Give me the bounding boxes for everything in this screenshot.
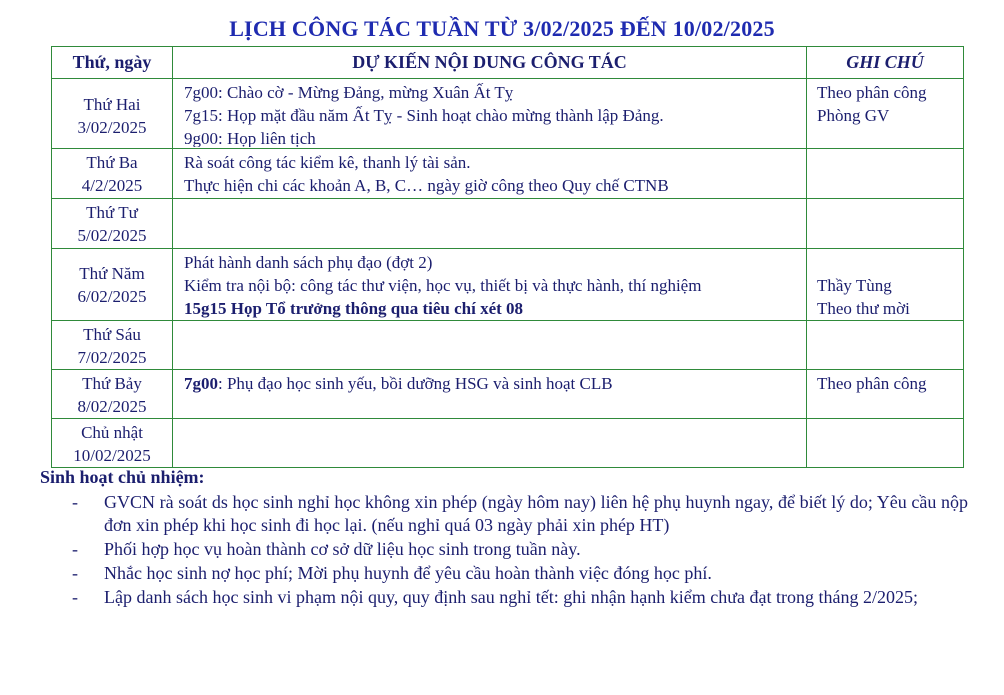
content-line: 9g00: Họp liên tịch	[184, 129, 316, 147]
table-row	[52, 79, 964, 149]
note-line: Theo thư mời	[817, 299, 910, 318]
page-title: LỊCH CÔNG TÁC TUẦN TỪ 3/02/2025 ĐẾN 10/02/2025	[229, 16, 775, 41]
day-name: Thứ Năm	[79, 264, 145, 283]
header-content: DỰ KIẾN NỘI DUNG CÔNG TÁC	[173, 47, 807, 79]
day-name: Thứ Tư	[86, 203, 138, 222]
section-title: Sinh hoạt chủ nhiệm:	[40, 467, 205, 487]
note-line: Phòng GV	[817, 106, 890, 125]
bullet-dash: -	[72, 563, 78, 583]
note-line: Theo phân công	[817, 374, 927, 393]
day-name: Chủ nhật	[81, 423, 143, 442]
list-item: - GVCN rà soát ds học sinh nghỉ học không xin phép (ngày hôm nay) liên hệ phụ huynh ngay, để biết lý do; Yêu cầu nộp đơn xin phép khi học sinh đi học lại. (nếu nghỉ quá 03 ngày phải xin phép HT)	[72, 492, 968, 535]
header-day: Thứ, ngày	[52, 47, 173, 79]
content-line: Thực hiện chi các khoản A, B, C… ngày giờ công theo Quy chế CTNB	[184, 176, 669, 195]
content-line: Phát hành danh sách phụ đạo (đợt 2)	[184, 253, 433, 272]
content-line: 7g15: Họp mặt đầu năm Ất Tỵ - Sinh hoạt chào mừng thành lập Đảng.	[184, 106, 664, 125]
day-name: Thứ Hai	[83, 95, 141, 114]
content-line: Rà soát công tác kiểm kê, thanh lý tài sản.	[184, 153, 471, 172]
day-name: Thứ Sáu	[83, 325, 141, 344]
bullet-dash: -	[72, 539, 78, 559]
bullet-dash: -	[72, 492, 78, 512]
note-line: Theo phân công	[817, 83, 927, 102]
day-date: 3/02/2025	[77, 118, 147, 137]
header-note: GHI CHÚ	[807, 47, 964, 79]
content-line: : Phụ đạo học sinh yếu, bồi dưỡng HSG và sinh hoạt CLB	[218, 374, 613, 393]
table-row	[52, 249, 964, 321]
day-date: 5/02/2025	[77, 226, 147, 245]
list-item: - Phối hợp học vụ hoàn thành cơ sở dữ liệu học sinh trong tuần này.	[72, 539, 581, 559]
time-label: 7g00	[184, 374, 218, 393]
list-item: - Lập danh sách học sinh vi phạm nội quy, quy định sau nghỉ tết: ghi nhận hạnh kiểm chưa đạt trong tháng 2/2025;	[72, 587, 918, 607]
table-row	[52, 419, 964, 468]
table-header-row	[52, 47, 964, 79]
content-line: Kiểm tra nội bộ: công tác thư viện, học vụ, thiết bị và thực hành, thí nghiệm	[184, 276, 702, 295]
day-name: Thứ Ba	[86, 153, 138, 172]
day-date: 4/2/2025	[81, 176, 143, 195]
day-name: Thứ Bảy	[82, 374, 142, 393]
content-line: 15g15 Họp Tổ trưởng thông qua tiêu chí xét 08	[184, 299, 524, 318]
day-date: 6/02/2025	[77, 287, 147, 306]
table-row	[52, 199, 964, 249]
note-line: Thầy Tùng	[817, 276, 892, 295]
content-line: 7g00: Chào cờ - Mừng Đảng, mừng Xuân Ất Tỵ	[184, 83, 514, 102]
day-date: 8/02/2025	[77, 397, 147, 416]
schedule-table	[51, 46, 964, 468]
day-date: 7/02/2025	[77, 348, 147, 367]
instruction-list	[40, 491, 968, 610]
table-row	[52, 370, 964, 419]
list-item: - Nhắc học sinh nợ học phí; Mời phụ huynh để yêu cầu hoàn thành việc đóng học phí.	[72, 563, 712, 583]
table-row	[52, 149, 964, 199]
table-row	[52, 321, 964, 370]
bullet-dash: -	[72, 587, 78, 607]
day-date: 10/02/2025	[73, 446, 151, 465]
